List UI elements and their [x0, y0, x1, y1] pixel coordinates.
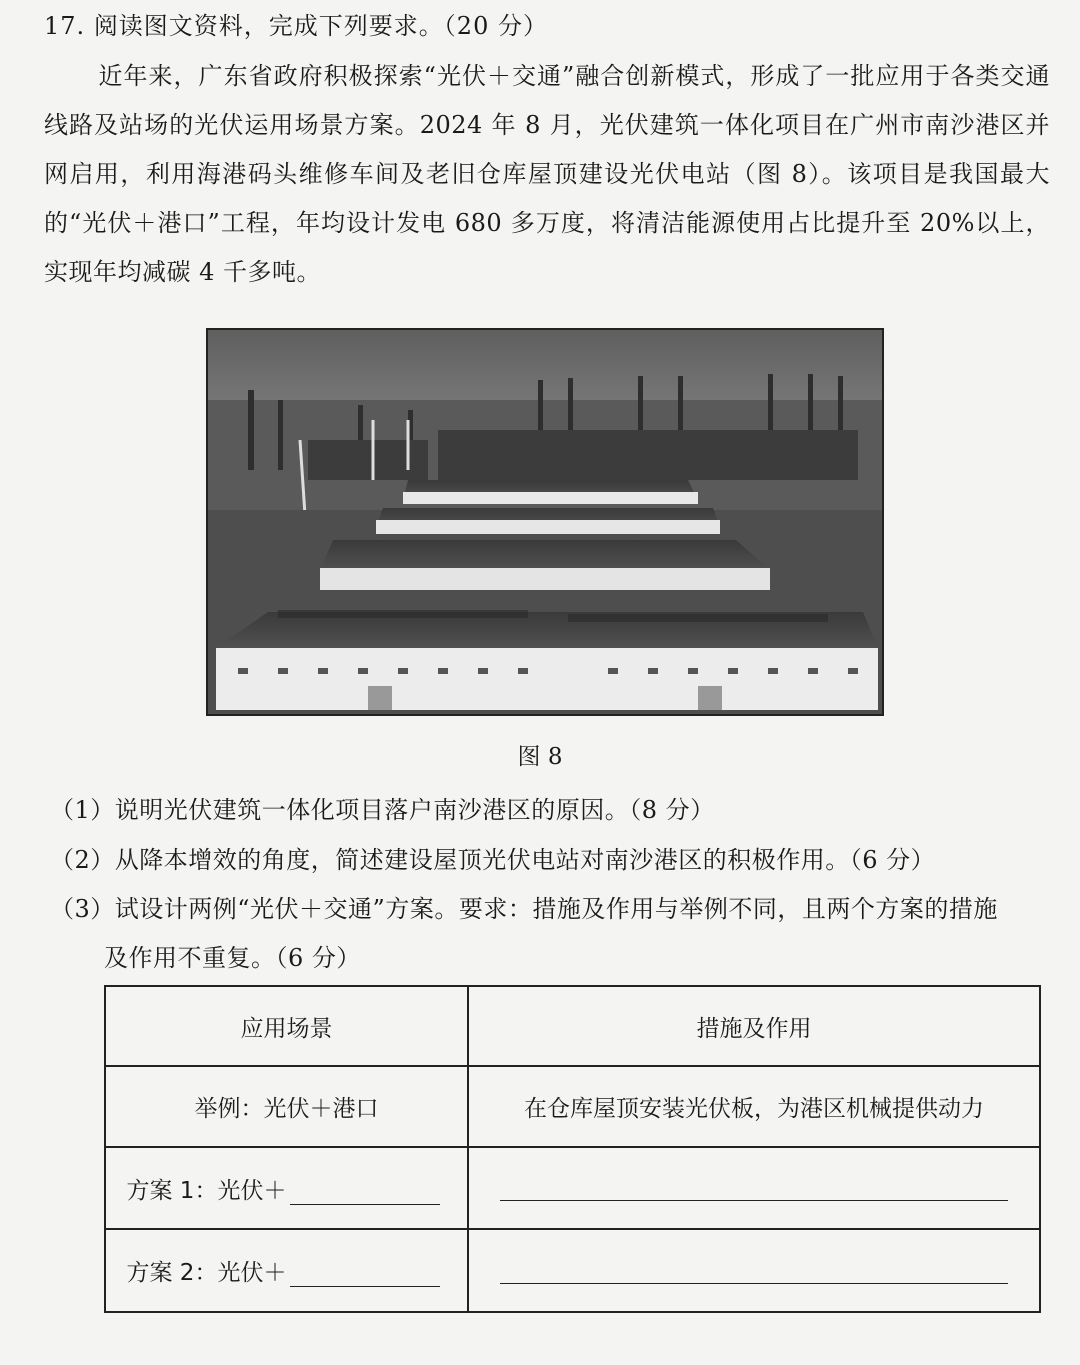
subquestion-2	[50, 840, 935, 875]
question-title	[44, 6, 548, 41]
plan1-scenario-blank[interactable]	[290, 1180, 440, 1205]
subquestion-3	[50, 889, 998, 924]
example-scenario: 举例：光伏＋港口	[105, 1066, 468, 1147]
question-number: 17.	[44, 12, 86, 40]
plan1-measure-blank[interactable]	[500, 1176, 1008, 1201]
subquestion-1-label: （1）	[50, 796, 115, 824]
plan1-scenario-cell	[105, 1147, 468, 1229]
subquestion-1	[50, 790, 715, 825]
plan1-measure-cell	[468, 1147, 1040, 1229]
subquestion-3-continuation: 及作用不重复。（6 分）	[104, 944, 361, 972]
header-measure: 措施及作用	[468, 986, 1040, 1066]
subquestion-3-text: 试设计两例“光伏＋交通”方案。要求：措施及作用与举例不同，且两个方案的措施	[114, 895, 998, 923]
question-paragraph	[44, 52, 1050, 297]
header-scenario: 应用场景	[105, 986, 468, 1066]
plan2-label: 方案 2：光伏＋	[126, 1260, 287, 1286]
plan2-scenario-blank[interactable]	[290, 1262, 440, 1287]
answer-table	[104, 985, 1041, 1313]
subquestion-3-label: （3）	[50, 895, 115, 923]
paragraph-text: 近年来，广东省政府积极探索“光伏＋交通”融合创新模式，形成了一批应用于各类交通线路及站场的光伏运用场景方案。2024 年 8 月，光伏建筑一体化项目在广州市南沙港区并网启用，利用海港码头维修车间及老旧仓库屋顶建设光伏电站（图 8）。该项目是我国最大的“光伏＋港口”工程，年均设计发电 680 多万度，将清洁能源使用占比提升至 20%以上，实现年均减碳 4 千多吨。	[44, 62, 1050, 286]
subquestion-2-text: 从降本增效的角度，简述建设屋顶光伏电站对南沙港区的积极作用。（6 分）	[114, 846, 936, 874]
subquestion-2-label: （2）	[50, 846, 115, 874]
question-heading: 阅读图文资料，完成下列要求。（20 分）	[93, 12, 548, 40]
example-measure: 在仓库屋顶安装光伏板，为港区机械提供动力	[468, 1066, 1040, 1147]
subquestion-1-text: 说明光伏建筑一体化项目落户南沙港区的原因。（8 分）	[114, 796, 715, 824]
plan2-measure-cell	[468, 1229, 1040, 1312]
plan2-scenario-cell	[105, 1229, 468, 1312]
plan1-label: 方案 1：光伏＋	[126, 1177, 287, 1204]
port-warehouse-photo	[206, 328, 884, 716]
figure-caption: 图 8	[517, 744, 563, 770]
plan2-measure-blank[interactable]	[500, 1259, 1008, 1284]
